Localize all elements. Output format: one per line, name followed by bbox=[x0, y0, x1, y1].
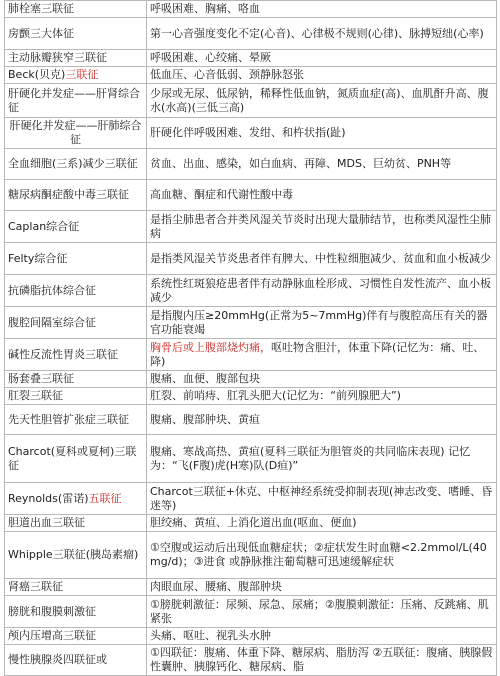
table-row bbox=[5, 180, 497, 211]
syndrome-name: Charcot(夏科或夏柯)三联征 bbox=[5, 435, 147, 483]
syndrome-desc: 是指尘肺患者合并类风湿关节炎时出现大量肺结节，也称类风湿性尘肺病 bbox=[147, 211, 497, 243]
table-row bbox=[5, 388, 497, 405]
syndrome-name-suffix: 五联征 bbox=[88, 491, 122, 505]
syndrome-desc: 腹痛、寒战高热、黄疸(夏科三联征为胆管炎的共同临床表现) 记忆为：“飞(F腹)虎(H寒)队(D疸)” bbox=[147, 435, 497, 483]
table-row bbox=[5, 339, 497, 371]
syndrome-name: Felty综合征 bbox=[5, 243, 147, 275]
table-row bbox=[5, 645, 497, 676]
syndrome-name: 胆道出血三联征 bbox=[5, 515, 147, 532]
syndrome-name-prefix: Beck(贝克) bbox=[8, 68, 66, 81]
table-row bbox=[5, 515, 497, 532]
table-row bbox=[5, 149, 497, 180]
syndrome-desc: 是指类风湿关节炎患者伴有脾大、中性粒细胞减少、贫血和血小板减少 bbox=[147, 243, 497, 275]
syndrome-desc: 肛裂、前哨痔、肛乳头肥大(记忆为：“前列腺肥大”) bbox=[147, 388, 497, 405]
syndrome-name: 肺栓塞三联征 bbox=[5, 1, 147, 18]
syndrome-desc: 呼吸困难、心绞痛、晕厥 bbox=[147, 50, 497, 67]
table-row bbox=[5, 211, 497, 243]
syndrome-name: 房颤三大体征 bbox=[5, 18, 147, 50]
table-row bbox=[5, 435, 497, 483]
table-row bbox=[5, 628, 497, 645]
table-row bbox=[5, 118, 497, 149]
syndrome-desc: 系统性红斑狼疮患者伴有动静脉血栓形成、习惯性自发性流产、血小板减少 bbox=[147, 275, 497, 307]
syndrome-name: 慢性胰腺炎四联征或 bbox=[5, 645, 147, 676]
syndrome-desc-highlight: 胸骨后或上腹部烧灼痛， bbox=[150, 340, 271, 354]
table-row bbox=[5, 405, 497, 435]
table-row bbox=[5, 84, 497, 118]
table-row bbox=[5, 371, 497, 388]
syndrome-name: 肾癌三联征 bbox=[5, 579, 147, 596]
syndrome-desc: 是指腹内压≥20mmHg(正常为5~7mmHg)伴有与腹腔高压有关的器官功能衰竭 bbox=[147, 307, 497, 339]
syndrome-name: Whipple三联征(胰岛素瘤) bbox=[5, 532, 147, 579]
table-row bbox=[5, 596, 497, 628]
syndrome-desc: 胆绞痛、黄疸、上消化道出血(呕血、便血) bbox=[147, 515, 497, 532]
syndrome-desc bbox=[147, 339, 497, 371]
syndrome-desc: 头痛、呕吐、视乳头水肿 bbox=[147, 628, 497, 645]
syndrome-desc: 低血压、心音低弱、颈静脉怒张 bbox=[147, 67, 497, 84]
syndrome-desc: 第一心音强度变化不定(心音)、心律极不规则(心律)、脉搏短绌(心率) bbox=[147, 18, 497, 50]
syndrome-desc: 肉眼血尿、腰痛、腹部肿块 bbox=[147, 579, 497, 596]
syndrome-desc: 腹痛、血便、腹部包块 bbox=[147, 371, 497, 388]
syndrome-desc: 肝硬化伴呼吸困难、发绀、和杵状指(趾) bbox=[147, 118, 497, 149]
syndrome-name: 膀胱和腹膜刺激征 bbox=[5, 596, 147, 628]
syndrome-name: 肛裂三联征 bbox=[5, 388, 147, 405]
syndrome-name: 肝硬化并发症——肝肺综合征 bbox=[5, 118, 147, 149]
syndrome-name: 抗磷脂抗体综合征 bbox=[5, 275, 147, 307]
table-row bbox=[5, 483, 497, 515]
table-row bbox=[5, 275, 497, 307]
table-row bbox=[5, 67, 497, 84]
syndrome-name: 腹腔间隔室综合征 bbox=[5, 307, 147, 339]
syndrome-name: 先天性胆管扩张症三联征 bbox=[5, 405, 147, 435]
syndrome-name: 全血细胞(三系)减少三联征 bbox=[5, 149, 147, 180]
syndrome-desc: ①空腹或运动后出现低血糖症状；②症状发生时血糖<2.2mmol/L(40mg/d)；③进食 或静脉推注葡萄糖可迅速缓解症状 bbox=[147, 532, 497, 579]
syndrome-desc: 少尿或无尿、低尿钠，稀释性低血钠，氮质血症(高)、血肌酐升高、腹水(水高)(三低三高) bbox=[147, 84, 497, 118]
syndrome-name: 糖尿病酮症酸中毒三联征 bbox=[5, 180, 147, 211]
syndrome-desc: 高血糖、酮症和代谢性酸中毒 bbox=[147, 180, 497, 211]
syndrome-desc: Charcot三联征+休克、中枢神经系统受抑制表现(神志改变、嗜睡、昏迷等) bbox=[147, 483, 497, 515]
syndrome-name-suffix: 三联征 bbox=[65, 68, 99, 81]
syndrome-desc: 贫血、出血、感染，如白血病、再障、MDS、巨幼贫、PNH等 bbox=[147, 149, 497, 180]
syndrome-name: 主动脉瓣狭窄三联征 bbox=[5, 50, 147, 67]
syndrome-name: 肠套叠三联征 bbox=[5, 371, 147, 388]
syndrome-desc: ①四联征：腹痛、体重下降、糖尿病、脂肪泻 ②五联征：腹痛、胰腺假性囊肿、胰腺钙化、糖尿病、脂 bbox=[147, 645, 497, 676]
syndrome-name: 肝硬化并发症——肝肾综合征 bbox=[5, 84, 147, 118]
syndrome-desc: 呼吸困难、胸痛、咯血 bbox=[147, 1, 497, 18]
syndrome-name bbox=[5, 67, 147, 84]
table-row bbox=[5, 243, 497, 275]
table-row bbox=[5, 1, 497, 18]
table-row bbox=[5, 50, 497, 67]
syndrome-name: 颅内压增高三联征 bbox=[5, 628, 147, 645]
syndrome-name: Caplan综合征 bbox=[5, 211, 147, 243]
table-row bbox=[5, 307, 497, 339]
syndrome-desc-rest: 呕吐物含胆汁，体重下降(记忆为：痛、吐、降) bbox=[150, 340, 485, 368]
table-row bbox=[5, 18, 497, 50]
table-row bbox=[5, 579, 497, 596]
syndrome-name bbox=[5, 483, 147, 515]
syndrome-name: 碱性反流性胃炎三联征 bbox=[5, 339, 147, 371]
table-row bbox=[5, 532, 497, 579]
syndrome-desc: ①膀胱刺激征：尿频、尿急、尿痛；②腹膜刺激征：压痛、反跳痛、肌紧张 bbox=[147, 596, 497, 628]
syndrome-desc: 腹痛、腹部肿块、黄疸 bbox=[147, 405, 497, 435]
syndrome-name-prefix: Reynolds(雷诺) bbox=[8, 491, 89, 505]
syndrome-table bbox=[4, 0, 497, 676]
